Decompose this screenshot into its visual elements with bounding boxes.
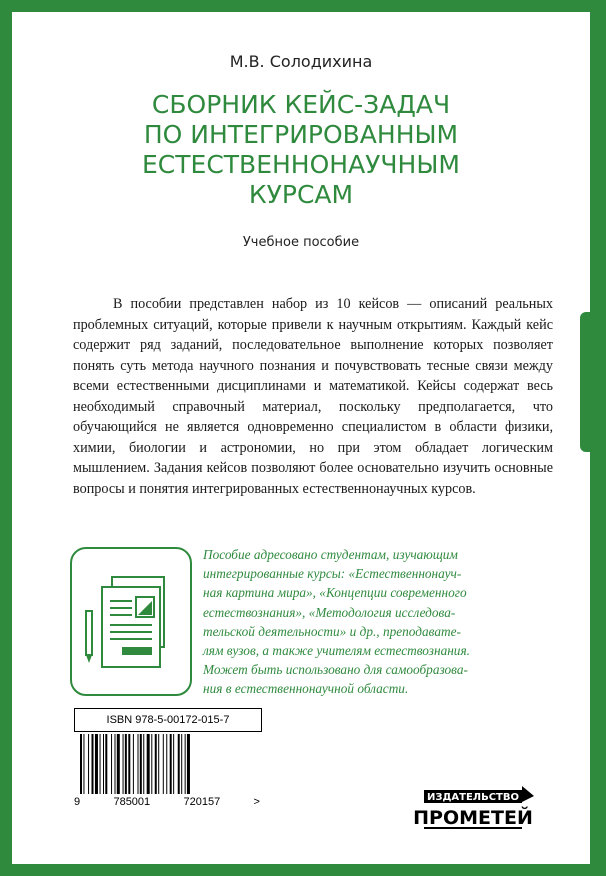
isbn-label: ISBN 978-5-00172-015-7 [74, 708, 262, 732]
audience-note [203, 545, 575, 699]
book-subtitle: Учебное пособие [242, 235, 360, 250]
author-name: М.В. Солодихина [229, 52, 373, 71]
publisher-logo-top: ИЗДАТЕЛЬСТВО [427, 792, 519, 803]
barcode-digit-group: 720157 [183, 796, 221, 808]
title-line: ЕСТЕСТВЕННОНАУЧНЫМ [142, 150, 460, 179]
side-tab [580, 312, 590, 452]
audience-line: тельской деятельности» и др., преподавате- [203, 623, 461, 639]
title-line: КУРСАМ [248, 180, 354, 209]
book-title [12, 90, 590, 210]
audience-line: Может быть использовано для самообразова- [203, 662, 468, 678]
barcode-digit-group: 9 [74, 796, 81, 808]
document-icon-box [70, 547, 192, 696]
publisher-logo-bottom: ПРОМЕТЕЙ [413, 807, 533, 829]
pen-icon [86, 611, 92, 663]
audience-line: Пособие адресовано студентам, изучающим [203, 547, 458, 562]
publisher-logo [410, 782, 536, 834]
title-line: СБОРНИК КЕЙС-ЗАДАЧ [151, 90, 451, 119]
barcode-digits [74, 796, 260, 808]
book-description: В пособии представлен набор из 10 кейсов — описаний реальных проблемных ситуаций, которые привели к научным открытиям. Каждый кейс содержит ряд заданий, последовательное выполнение которых позволяет понять суть метода научного познания и почувствовать тесные связи между всеми естественными дисциплинами и математикой. Кейсы содержат весь необходимый справочный материал, поскольку предполагается, что обучающийся не является одновременно специалистом в области физики, химии, биологии и астрономии, но при этом обладает логическим мышлением. Задания кейсов позволяют более основательно изучить основные вопросы и понятия интегрированных естественнонаучных курсов. [73, 296, 553, 497]
title-line: ПО ИНТЕГРИРОВАННЫМ [143, 120, 459, 149]
audience-line: интегрированные курсы: «Естественнонауч- [203, 566, 462, 582]
back-cover [12, 12, 590, 864]
audience-line: ния в естественнонаучной области. [203, 681, 409, 697]
audience-line: естествознания», «Методология исследова- [203, 604, 456, 620]
barcode-digit-group: > [253, 796, 260, 808]
audience-line: лям вузов, а также учителям естествознания. [203, 643, 470, 659]
barcode [74, 734, 260, 794]
document-icon [72, 549, 190, 694]
audience-line: ная картина мира», «Концепции современного [203, 585, 467, 601]
barcode-digit-group: 785001 [113, 796, 151, 808]
